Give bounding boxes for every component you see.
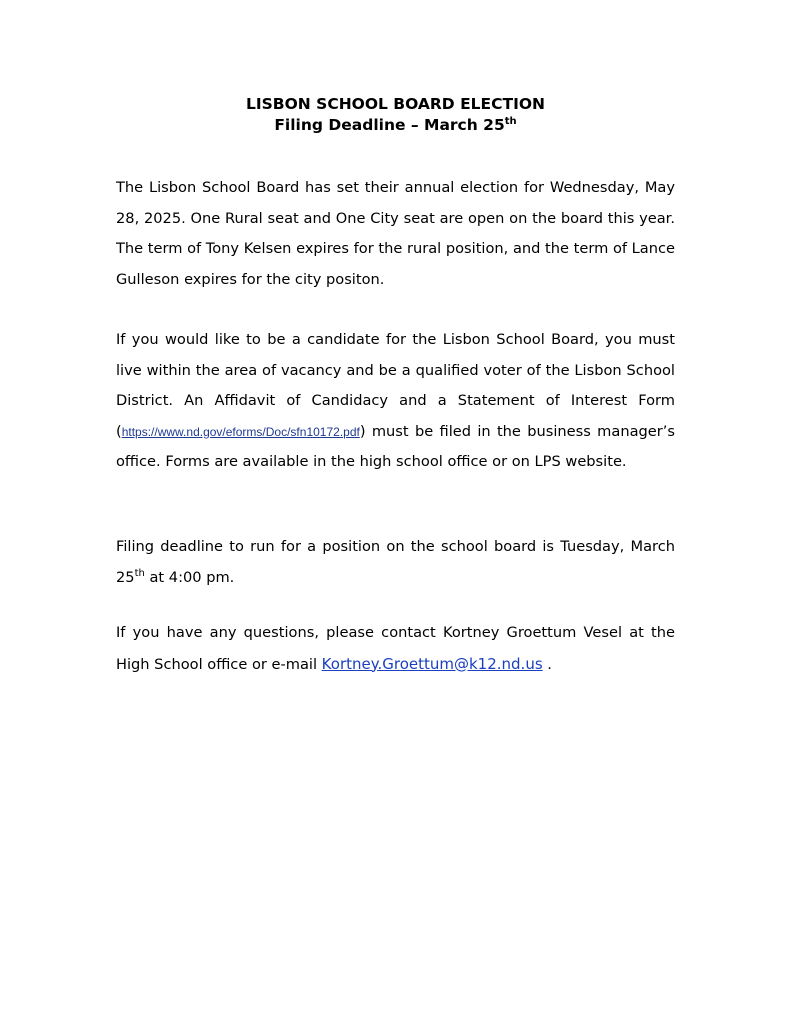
contact-email-link[interactable]: Kortney.Groettum@k12.nd.us [321,654,543,673]
paragraph4-text-after: . [542,655,552,673]
paragraph4-text-before: If you have any questions, please contact Kortney Groettum Vesel at the High School office or e-mail [116,624,675,673]
subtitle-text: Filing Deadline – March 25 [274,116,505,134]
paragraph2-text-after: ) must be filed in the business manager’s office. Forms are available in the high school office or on LPS website. [116,422,675,470]
paragraph3-text-before: Filing deadline to run for a position on the school board is Tuesday, March 25 [116,538,675,586]
document-subtitle [0,115,791,135]
paragraph3-superscript: th [134,567,145,579]
paragraph1-text: The Lisbon School Board has set their annual election for Wednesday, May 28, 2025. One Rural seat and One City seat are open on the board this year. The term of Tony Kelsen expires for the rural position, and the term of Lance Gulleson expires for the city positon. [116,179,675,288]
contact-paragraph [116,618,675,680]
document-title [0,94,791,114]
title-text: LISBON SCHOOL BOARD ELECTION [246,95,545,113]
filing-deadline-paragraph [116,532,675,593]
form-pdf-link[interactable]: https://www.nd.gov/eforms/Doc/sfn10172.pdf [121,424,360,439]
candidate-requirements-paragraph [116,325,675,478]
subtitle-superscript: th [504,115,517,127]
paragraph2-text-before: If you would like to be a candidate for the Lisbon School Board, you must live within the area of vacancy and be a qualified voter of the Lisbon School District. An Affidavit of Candidacy and a Statement of Interest Form ( [116,331,675,440]
election-info-paragraph [116,173,675,295]
paragraph3-text-after: at 4:00 pm. [144,568,235,586]
